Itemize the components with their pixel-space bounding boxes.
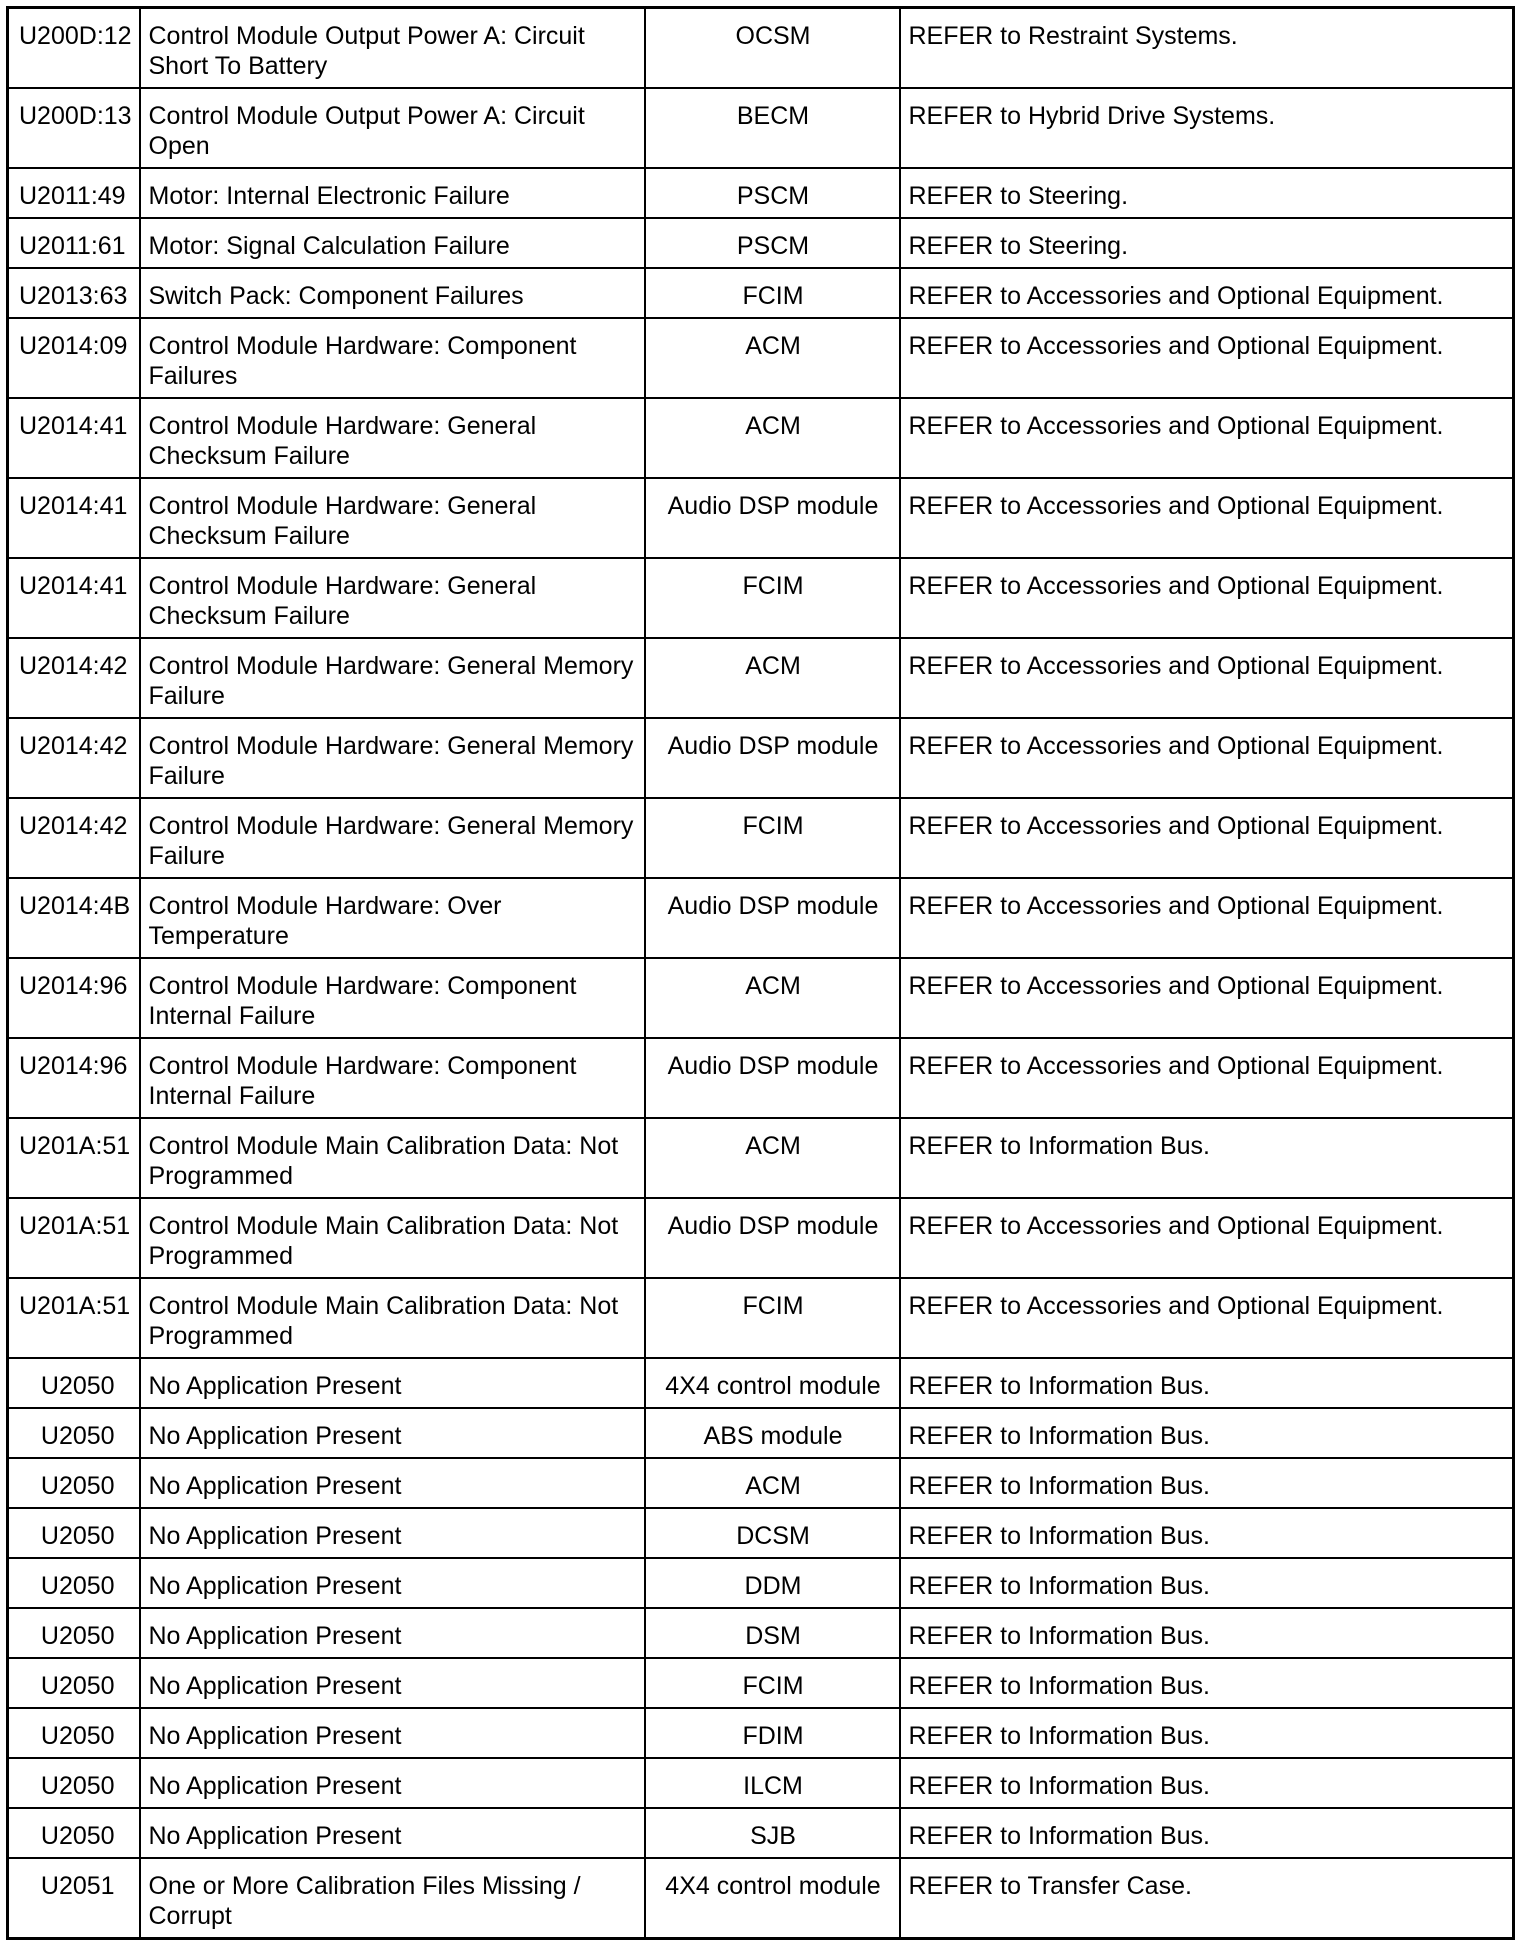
dtc-code-cell: U201A:51 [8,1198,140,1278]
dtc-description-cell: No Application Present [140,1708,645,1758]
dtc-code-cell: U2014:09 [8,318,140,398]
dtc-description-cell: Motor: Internal Electronic Failure [140,168,645,218]
dtc-module-cell: FCIM [645,268,900,318]
dtc-code-cell: U2013:63 [8,268,140,318]
dtc-module-cell: 4X4 control module [645,1858,900,1939]
dtc-module-cell: OCSM [645,8,900,89]
table-row [8,958,1514,1038]
dtc-action-cell: REFER to Hybrid Drive Systems. [900,88,1514,168]
dtc-description-cell: No Application Present [140,1408,645,1458]
dtc-module-cell: DSM [645,1608,900,1658]
dtc-description-cell: Control Module Main Calibration Data: Not Programmed [140,1118,645,1198]
dtc-module-cell: Audio DSP module [645,1198,900,1278]
dtc-code-cell: U2051 [8,1858,140,1939]
dtc-module-cell: DCSM [645,1508,900,1558]
dtc-module-cell: Audio DSP module [645,1038,900,1118]
dtc-code-cell: U2050 [8,1558,140,1608]
table-row [8,218,1514,268]
dtc-module-cell: FCIM [645,1658,900,1708]
dtc-module-cell: 4X4 control module [645,1358,900,1408]
dtc-module-cell: FCIM [645,1278,900,1358]
dtc-action-cell: REFER to Information Bus. [900,1808,1514,1858]
table-row [8,168,1514,218]
dtc-code-cell: U2050 [8,1608,140,1658]
dtc-action-cell: REFER to Transfer Case. [900,1858,1514,1939]
dtc-description-cell: Control Module Main Calibration Data: Not Programmed [140,1278,645,1358]
table-row [8,798,1514,878]
dtc-description-cell: Control Module Hardware: General Memory Failure [140,718,645,798]
dtc-description-cell: Control Module Hardware: General Checksum Failure [140,478,645,558]
dtc-code-cell: U2014:41 [8,558,140,638]
dtc-action-cell: REFER to Steering. [900,218,1514,268]
table-row [8,1608,1514,1658]
dtc-description-cell: No Application Present [140,1358,645,1408]
dtc-action-cell: REFER to Information Bus. [900,1458,1514,1508]
dtc-action-cell: REFER to Accessories and Optional Equipment. [900,1038,1514,1118]
dtc-action-cell: REFER to Information Bus. [900,1658,1514,1708]
table-row [8,1708,1514,1758]
table-row [8,88,1514,168]
dtc-module-cell: PSCM [645,218,900,268]
table-row [8,1408,1514,1458]
dtc-module-cell: Audio DSP module [645,718,900,798]
dtc-code-cell: U2050 [8,1758,140,1808]
dtc-action-cell: REFER to Information Bus. [900,1608,1514,1658]
dtc-code-cell: U201A:51 [8,1278,140,1358]
dtc-module-cell: ACM [645,638,900,718]
dtc-description-cell: Control Module Hardware: Over Temperature [140,878,645,958]
dtc-module-cell: Audio DSP module [645,478,900,558]
dtc-code-cell: U2050 [8,1408,140,1458]
table-row [8,1508,1514,1558]
dtc-code-cell: U200D:13 [8,88,140,168]
dtc-description-cell: Control Module Hardware: General Checksum Failure [140,398,645,478]
dtc-action-cell: REFER to Accessories and Optional Equipment. [900,318,1514,398]
dtc-module-cell: SJB [645,1808,900,1858]
table-row [8,1118,1514,1198]
dtc-code-cell: U2050 [8,1458,140,1508]
dtc-table [6,6,1515,1940]
dtc-description-cell: Control Module Hardware: General Memory Failure [140,798,645,878]
dtc-action-cell: REFER to Information Bus. [900,1508,1514,1558]
dtc-module-cell: FDIM [645,1708,900,1758]
dtc-action-cell: REFER to Accessories and Optional Equipment. [900,1198,1514,1278]
dtc-code-cell: U2014:41 [8,478,140,558]
dtc-description-cell: No Application Present [140,1808,645,1858]
dtc-description-cell: Control Module Hardware: Component Failures [140,318,645,398]
dtc-module-cell: ILCM [645,1758,900,1808]
dtc-code-cell: U2014:4B [8,878,140,958]
dtc-module-cell: DDM [645,1558,900,1608]
dtc-action-cell: REFER to Accessories and Optional Equipment. [900,718,1514,798]
table-row [8,1198,1514,1278]
dtc-code-cell: U200D:12 [8,8,140,89]
dtc-code-cell: U2050 [8,1658,140,1708]
table-row [8,398,1514,478]
table-row [8,478,1514,558]
table-row [8,718,1514,798]
dtc-description-cell: Control Module Hardware: General Checksum Failure [140,558,645,638]
table-row [8,638,1514,718]
table-row [8,1278,1514,1358]
dtc-description-cell: Switch Pack: Component Failures [140,268,645,318]
dtc-module-cell: ABS module [645,1408,900,1458]
dtc-description-cell: Control Module Hardware: Component Internal Failure [140,958,645,1038]
dtc-action-cell: REFER to Accessories and Optional Equipment. [900,798,1514,878]
dtc-action-cell: REFER to Information Bus. [900,1408,1514,1458]
dtc-action-cell: REFER to Information Bus. [900,1558,1514,1608]
dtc-action-cell: REFER to Accessories and Optional Equipment. [900,558,1514,638]
dtc-code-cell: U2014:42 [8,798,140,878]
dtc-module-cell: ACM [645,1118,900,1198]
dtc-action-cell: REFER to Information Bus. [900,1708,1514,1758]
dtc-module-cell: PSCM [645,168,900,218]
table-row [8,1458,1514,1508]
dtc-action-cell: REFER to Information Bus. [900,1358,1514,1408]
dtc-description-cell: Control Module Output Power A: Circuit Short To Battery [140,8,645,89]
dtc-description-cell: No Application Present [140,1608,645,1658]
dtc-action-cell: REFER to Restraint Systems. [900,8,1514,89]
table-row [8,1038,1514,1118]
dtc-module-cell: FCIM [645,558,900,638]
dtc-module-cell: ACM [645,398,900,478]
table-row [8,558,1514,638]
dtc-action-cell: REFER to Accessories and Optional Equipment. [900,878,1514,958]
dtc-action-cell: REFER to Information Bus. [900,1118,1514,1198]
table-row [8,1658,1514,1708]
table-row [8,1358,1514,1408]
dtc-code-cell: U2014:42 [8,638,140,718]
dtc-code-cell: U2011:49 [8,168,140,218]
table-row [8,8,1514,89]
dtc-action-cell: REFER to Accessories and Optional Equipment. [900,268,1514,318]
dtc-description-cell: No Application Present [140,1658,645,1708]
dtc-code-cell: U2011:61 [8,218,140,268]
dtc-action-cell: REFER to Accessories and Optional Equipment. [900,958,1514,1038]
dtc-code-cell: U2050 [8,1508,140,1558]
table-row [8,1558,1514,1608]
dtc-table-body [8,8,1514,1939]
dtc-description-cell: Control Module Output Power A: Circuit Open [140,88,645,168]
table-row [8,878,1514,958]
dtc-description-cell: No Application Present [140,1508,645,1558]
dtc-action-cell: REFER to Accessories and Optional Equipment. [900,478,1514,558]
dtc-code-cell: U2014:42 [8,718,140,798]
table-row [8,1758,1514,1808]
dtc-code-cell: U2014:96 [8,1038,140,1118]
dtc-action-cell: REFER to Steering. [900,168,1514,218]
dtc-description-cell: No Application Present [140,1558,645,1608]
dtc-action-cell: REFER to Accessories and Optional Equipment. [900,638,1514,718]
dtc-description-cell: No Application Present [140,1758,645,1808]
dtc-module-cell: Audio DSP module [645,878,900,958]
dtc-code-cell: U2050 [8,1808,140,1858]
dtc-code-cell: U2014:41 [8,398,140,478]
dtc-description-cell: Control Module Hardware: Component Internal Failure [140,1038,645,1118]
dtc-action-cell: REFER to Information Bus. [900,1758,1514,1808]
table-row [8,1858,1514,1939]
dtc-code-cell: U2050 [8,1358,140,1408]
dtc-code-cell: U2014:96 [8,958,140,1038]
dtc-description-cell: No Application Present [140,1458,645,1508]
table-row [8,318,1514,398]
dtc-module-cell: FCIM [645,798,900,878]
dtc-description-cell: Control Module Main Calibration Data: Not Programmed [140,1198,645,1278]
dtc-module-cell: ACM [645,958,900,1038]
dtc-module-cell: BECM [645,88,900,168]
dtc-module-cell: ACM [645,1458,900,1508]
dtc-description-cell: Motor: Signal Calculation Failure [140,218,645,268]
dtc-action-cell: REFER to Accessories and Optional Equipment. [900,1278,1514,1358]
dtc-action-cell: REFER to Accessories and Optional Equipment. [900,398,1514,478]
table-row [8,268,1514,318]
dtc-description-cell: Control Module Hardware: General Memory Failure [140,638,645,718]
dtc-description-cell: One or More Calibration Files Missing / Corrupt [140,1858,645,1939]
dtc-code-cell: U201A:51 [8,1118,140,1198]
table-row [8,1808,1514,1858]
dtc-code-cell: U2050 [8,1708,140,1758]
dtc-module-cell: ACM [645,318,900,398]
